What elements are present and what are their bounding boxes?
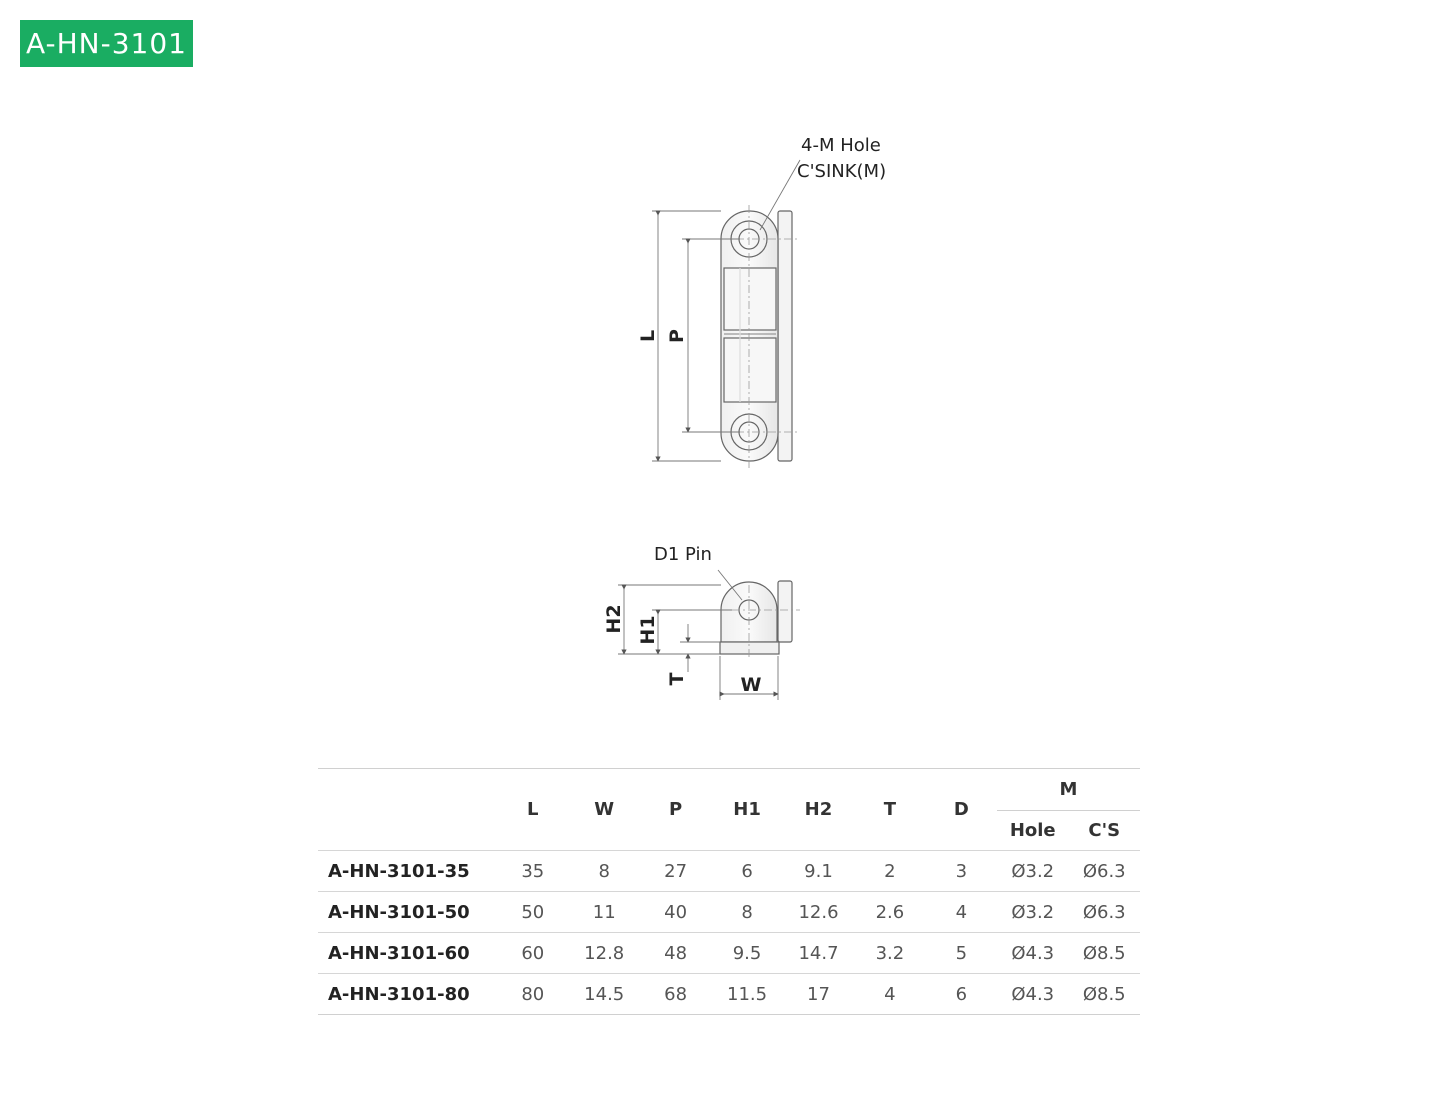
- cell-P: 27: [640, 851, 711, 892]
- cell-P: 40: [640, 892, 711, 933]
- cell-T: 4: [854, 974, 925, 1015]
- cell-L: 35: [497, 851, 568, 892]
- cell-P: 48: [640, 933, 711, 974]
- hole-callout-line2: C'SINK(M): [797, 161, 887, 182]
- dim-label-L: L: [637, 329, 659, 343]
- side-base-outline: [720, 642, 779, 654]
- cell-cs: Ø8.5: [1068, 933, 1140, 974]
- hinge-plate-outline: [778, 211, 792, 461]
- hole-callout-line1: 4-M Hole: [801, 135, 881, 156]
- cell-H1: 6: [711, 851, 782, 892]
- cell-H2: 12.6: [783, 892, 854, 933]
- product-code-badge: A-HN-3101: [20, 20, 193, 67]
- cell-cs: Ø6.3: [1068, 892, 1140, 933]
- cell-D: 6: [926, 974, 997, 1015]
- cell-H1: 11.5: [711, 974, 782, 1015]
- cell-model: A-HN-3101-80: [318, 974, 497, 1015]
- dim-label-H1: H1: [637, 615, 659, 645]
- table-row: [318, 892, 1140, 933]
- header-M-hole: Hole: [1009, 820, 1056, 841]
- side-view: [720, 581, 792, 654]
- header-W: W: [594, 799, 615, 820]
- cell-H2: 14.7: [783, 933, 854, 974]
- header-H2: H2: [804, 799, 833, 820]
- header-H1: H1: [733, 799, 761, 820]
- header-P: P: [669, 799, 683, 820]
- cell-H2: 17: [783, 974, 854, 1015]
- cell-model: A-HN-3101-60: [318, 933, 497, 974]
- table-row: [318, 933, 1140, 974]
- cell-D: 5: [926, 933, 997, 974]
- pin-callout: D1 Pin: [654, 544, 712, 565]
- cell-H1: 9.5: [711, 933, 782, 974]
- cell-D: 4: [926, 892, 997, 933]
- cell-W: 12.8: [569, 933, 640, 974]
- header-L: L: [527, 799, 539, 820]
- table-row: [318, 974, 1140, 1015]
- cell-T: 2.6: [854, 892, 925, 933]
- cell-cs: Ø6.3: [1068, 851, 1140, 892]
- cell-H1: 8: [711, 892, 782, 933]
- dim-label-W: W: [740, 674, 762, 696]
- cell-T: 3.2: [854, 933, 925, 974]
- cell-cs: Ø8.5: [1068, 974, 1140, 1015]
- side-plate-outline: [778, 581, 792, 642]
- cell-L: 60: [497, 933, 568, 974]
- cell-hole: Ø4.3: [997, 933, 1068, 974]
- header-model: [318, 769, 497, 851]
- header-M: M: [997, 769, 1140, 811]
- top-view: [721, 211, 792, 461]
- header-M-cs: C'S: [1088, 820, 1121, 841]
- cell-model: A-HN-3101-35: [318, 851, 497, 892]
- cell-model: A-HN-3101-50: [318, 892, 497, 933]
- cell-hole: Ø4.3: [997, 974, 1068, 1015]
- cell-L: 50: [497, 892, 568, 933]
- dim-label-H2: H2: [603, 604, 625, 634]
- cell-hole: Ø3.2: [997, 851, 1068, 892]
- header-D: D: [953, 799, 969, 820]
- dim-label-T: T: [666, 672, 688, 686]
- cell-W: 14.5: [569, 974, 640, 1015]
- table-row: [318, 851, 1140, 892]
- header-T: T: [883, 799, 897, 820]
- cell-P: 68: [640, 974, 711, 1015]
- spec-table: [318, 768, 1140, 1015]
- cell-T: 2: [854, 851, 925, 892]
- cell-hole: Ø3.2: [997, 892, 1068, 933]
- cell-D: 3: [926, 851, 997, 892]
- knuckle-lower: [724, 338, 776, 402]
- dim-label-P: P: [666, 329, 688, 343]
- cell-W: 11: [569, 892, 640, 933]
- cell-W: 8: [569, 851, 640, 892]
- header-row: [318, 769, 1140, 811]
- knuckle-upper: [724, 268, 776, 330]
- cell-H2: 9.1: [783, 851, 854, 892]
- cell-L: 80: [497, 974, 568, 1015]
